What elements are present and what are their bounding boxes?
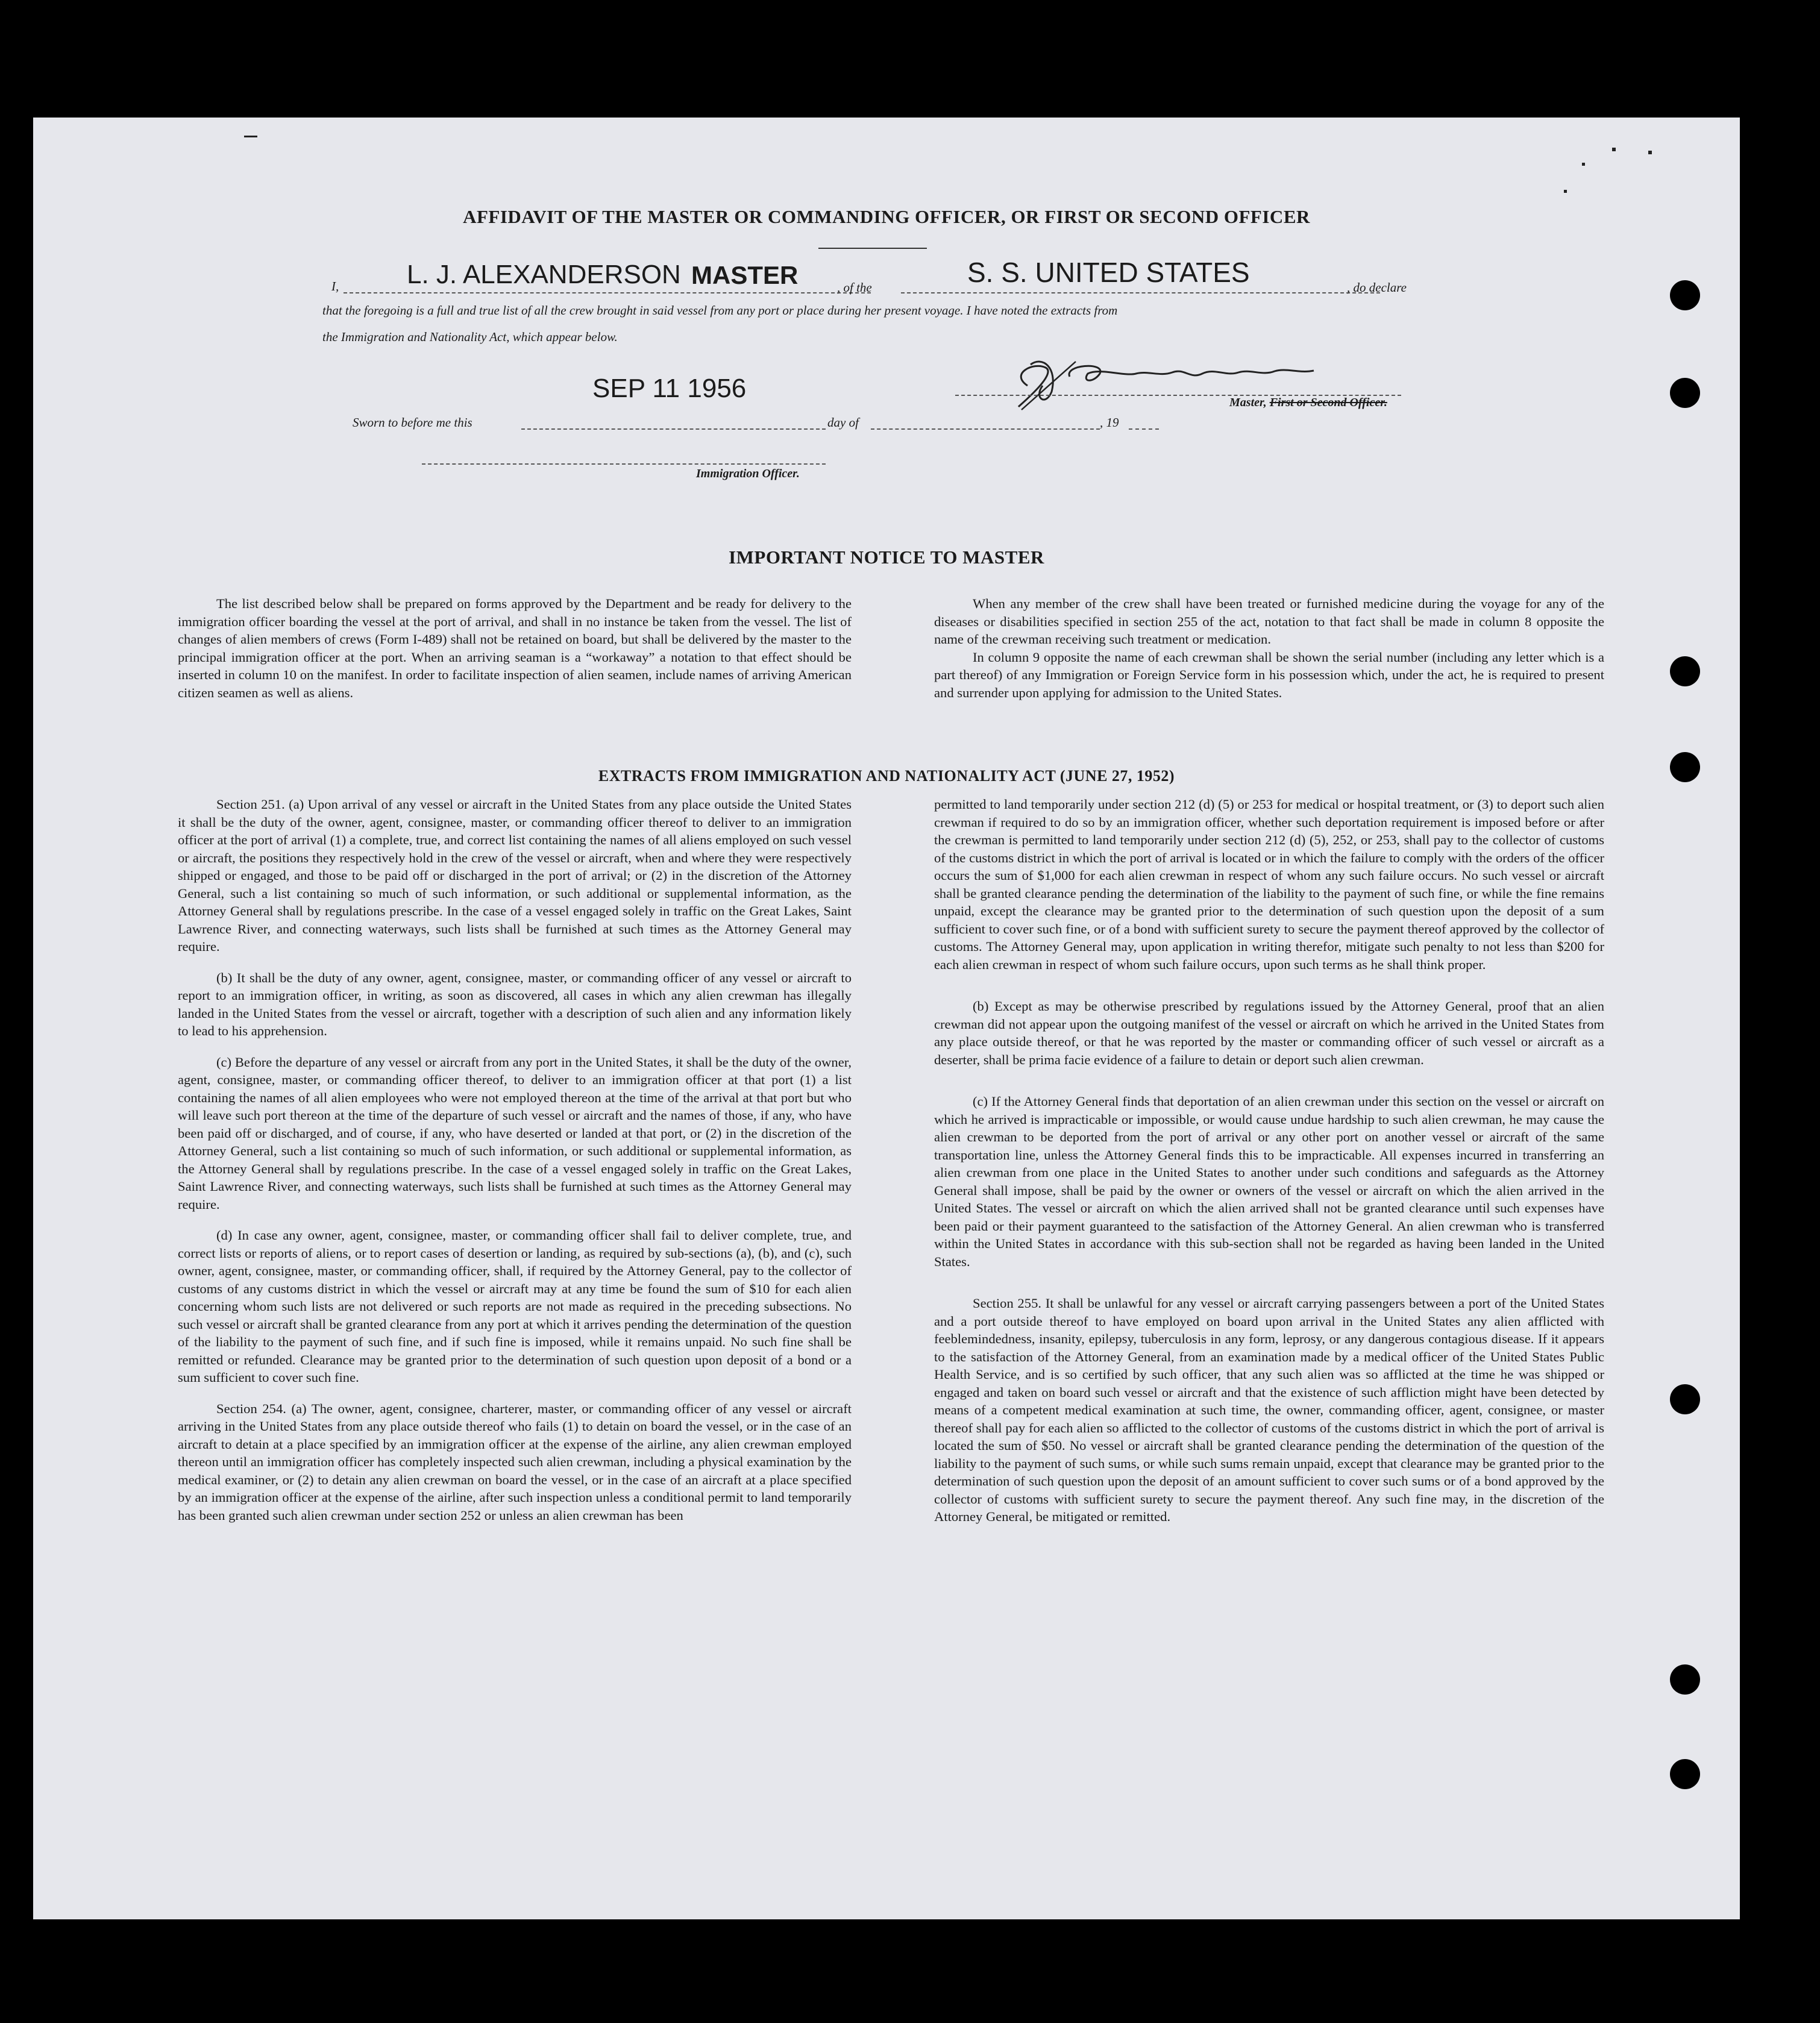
binder-hole xyxy=(1670,1664,1700,1695)
document-sheet xyxy=(33,118,1740,1919)
paper-speck xyxy=(1612,148,1616,151)
paper-speck xyxy=(244,136,257,137)
binder-hole xyxy=(1670,280,1700,310)
extracts-title: EXTRACTS FROM IMMIGRATION AND NATIONALITY ACT (JUNE 27, 1952) xyxy=(598,767,1175,785)
notice-left-paragraph: The list described below shall be prepared on forms approved by the Department and be ready for delivery to the immigration officer boarding the vessel at the port of arrival, and shall in no instance be taken from the vessel. The list of changes of alien members of crews (Form I-489) shall not be retained on board, but shall be delivered by the master to the principal immigration officer at the port. When an arriving seaman is a “workaway” a notation to that effect should be inserted in column 10 on the manifest. In order to facilitate inspection of alien seamen, include names of arriving American citizen seamen as well as aliens. xyxy=(178,596,852,700)
master-rank: MASTER xyxy=(691,261,799,289)
i-label: I, xyxy=(331,279,339,293)
section-254-b: (b) Except as may be otherwise prescribed by regulations issued by the Attorney General, proof that an alien crewman did not appear upon the outgoing manifest of the vessel or aircraft on which he arrived in the United States from any place outside thereof, or that he was reported by the master or commanding officer of such vessel or aircraft as a deserter, shall be prima facie evidence of a failure to detain or deport such alien crewman. xyxy=(934,999,1604,1067)
binder-hole xyxy=(1670,1384,1700,1414)
vessel-name: S. S. UNITED STATES xyxy=(967,257,1250,288)
sworn-label: Sworn to before me this xyxy=(353,415,472,430)
of-the-label: , of the xyxy=(837,280,872,295)
section-255: Section 255. It shall be unlawful for any vessel or aircraft carrying passengers between a port of the United States and a port outside thereof to have employed on board upon arrival in the United States any alien afflicted with feeblemindedness, insanity, epilepsy, tuberculosis in any form, leprosy, or any dangerous contagious disease. If it appears to the satisfaction of the Attorney General, from an examination made by a medical officer of the United States Public Health Service, and is so certified by such officer, that any such alien was so afflicted at the time he was shipped or engaged and taken on board such vessel or aircraft and that the existence of such affliction might have been detected by means of a competent medical examination at such time, the owner, commanding officer, agent, consignee, or master thereof shall pay for each alien so afflicted to the collector of customs of the customs district in which the port of arrival is located the sum of $50. No vessel or aircraft shall be granted clearance pending the determination of the question of the liability to the payment of such sums, or while such sums remain unpaid, except that clearance may be granted prior to the determination of such question upon the deposit of an amount sufficient to cover such sums or of a bond approved by the collector of customs with sufficient surety to secure the payment thereof. Any such fine may, in the discretion of the Attorney General, be mitigated or remitted. xyxy=(934,1296,1604,1524)
received-date-stamp: SEP 11 1956 xyxy=(592,374,747,403)
paper-speck xyxy=(1564,190,1567,193)
notice-title: IMPORTANT NOTICE TO MASTER xyxy=(729,547,1044,568)
year-line xyxy=(1129,428,1159,430)
section-254-c: (c) If the Attorney General finds that deportation of an alien crewman under this section on the vessel or aircraft on which he arrived is impracticable or impossible, or would cause undue hardship to such alien crewman, he may cause the alien crewman to be deported from the port of arrival or any other port on another vessel or aircraft of the same transportation line, unless the Attorney General finds this to be impracticable. All expenses incurred in transferring an alien crewman from one place in the United States to another under such conditions and safeguards as the Attorney General shall impose, shall be paid by the owner or owners of the vessel or aircraft on which the alien arrived in the United States. The vessel or aircraft on which the alien arrived shall not be granted clearance until such expenses have been paid or their payment guaranteed to the satisfaction of the Attorney General. An alien crewman who is transferred within the United States in accordance with this sub-section shall not be regarded as having been landed in the United States. xyxy=(934,1094,1604,1269)
name-line xyxy=(344,292,871,293)
section-254-a: Section 254. (a) The owner, agent, consignee, charterer, master, or commanding officer of any vessel or aircraft arriving in the United States from any place outside thereof who fails (1) to detain on board the vessel, or in the case of an aircraft to detain at a place specified by an immigration officer at the expense of the airline, any alien crewman employed thereon until an immigration officer has completely inspected such alien crewman, including a physical examination by the medical examiner, or (2) to detain any alien crewman on board the vessel, or in the case of an aircraft at a place specified by an immigration officer at the expense of the airline, after such inspection unless a conditional permit to land temporarily has been granted such alien crewman under section 252 or unless an alien crewman has been xyxy=(178,1400,852,1523)
title-rule xyxy=(818,248,927,249)
binder-hole xyxy=(1670,1759,1700,1789)
declaration-line-1: that the foregoing is a full and true list of all the crew brought in said vessel from any port or place during her present voyage. I have noted the extracts from xyxy=(322,303,1118,318)
section-251-b: (b) It shall be the duty of any owner, agent, consignee, master, or commanding officer of any vessel or aircraft to report to an immigration officer, in writing, as soon as discovered, all cases in which any alien crewman has illegally landed in the United States from the vessel or aircraft, together with a description of such alien and any information likely to lead to his apprehension. xyxy=(178,970,852,1038)
master-name: L. J. ALEXANDERSON xyxy=(407,260,681,289)
notice-right-paragraph-2: In column 9 opposite the name of each crewman shall be shown the serial number (including any letter which is a part thereof) of any Immigration or Foreign Service form in his possession which, under the act, he is required to present and surrender upon applying for admission to the United States. xyxy=(934,649,1604,700)
sworn-day-line xyxy=(521,428,826,430)
declaration-line-2: the Immigration and Nationality Act, which appear below. xyxy=(322,330,618,344)
section-251-d: (d) In case any owner, agent, consignee, master, or commanding officer shall fail to deliver complete, true, and correct lists or reports of aliens, or to report cases of desertion or landing, as required by sub-sections (a), (b), and (c), such owner, agent, consignee, master, or commanding officer, shall, if required by the Attorney General, pay to the collector of customs of any customs district in which the vessel or aircraft may at any time be found the sum of $10 for each alien concerning whom such lists are not delivered or such reports are not made as required in the preceding subsections. No such vessel or aircraft shall be granted clearance from any port at which it arrives pending the determination of the question of the liability to the payment of such fine, and if such fine is imposed, while it remains unpaid. No such fine shall be remitted or refunded. Clearance may be granted prior to the determination of such question upon deposit of a bond or a sum sufficient to cover such fine. xyxy=(178,1228,852,1385)
immigration-officer-line xyxy=(422,463,826,465)
master-caption-a: Master, xyxy=(1229,396,1267,409)
immigration-officer-caption: Immigration Officer. xyxy=(696,467,800,480)
extracts-right-column xyxy=(934,795,1604,1526)
binder-hole xyxy=(1670,378,1700,408)
vessel-line xyxy=(901,292,1380,293)
master-caption xyxy=(1229,396,1387,410)
section-251-a: Section 251. (a) Upon arrival of any vessel or aircraft in the United States from any place outside the United States it shall be the duty of the owner, agent, consignee, master, or commanding officer thereof to deliver to an immigration officer at the port of arrival (1) a complete, true, and correct list containing the names of all aliens employed on such vessel or aircraft, the positions they respectively hold in the crew of the vessel or aircraft, when and where they were respectively shipped or engaged, and those to be paid off or discharged in the port of arrival; or (2) in the discretion of the Attorney General, such a list containing so much of such information, or such additional or supplemental information, as the Attorney General shall by regulations prescribe. In the case of a vessel engaged solely in traffic on the Great Lakes, Saint Lawrence River, and connecting waterways, such lists shall be furnished at such times as the Attorney General may require. xyxy=(178,797,852,954)
sworn-month-line xyxy=(871,428,1100,430)
notice-left-column xyxy=(178,595,852,701)
do-declare-label: , do declare xyxy=(1347,280,1407,295)
binder-hole xyxy=(1670,656,1700,686)
section-254-a-continued: permitted to land temporarily under section 212 (d) (5) or 253 for medical or hospital treatment, or (3) to deport such alien crewman if required to do so by an immigration officer, whether such deportation requirement is imposed before or after the crewman is permitted to land temporarily under section 212 (d) (5), 252, or 253, shall pay to the collector of customs of the customs district in which the port of arrival is located or in which the failure to comply with the orders of the officer occurs the sum of $1,000 for each alien crewman in respect of whom any such failure occurs. No such vessel or aircraft shall be granted clearance pending the determination of the liability to the payment of such fine, or while the fine remains unpaid, except the clearance may be granted prior to the determination of such question upon the deposit of a sum sufficient to cover such fine, or of a bond with sufficient surety to secure the payment thereof approved by the collector of customs. The Attorney General may, upon application in writing therefor, mitigate such penalty to not less than $200 for each alien crewman in respect of whom such failure occurs, upon such terms as he shall think proper. xyxy=(934,797,1604,972)
affidavit-title: AFFIDAVIT OF THE MASTER OR COMMANDING OFFICER, OR FIRST OR SECOND OFFICER xyxy=(463,206,1310,227)
notice-right-column xyxy=(934,595,1604,701)
notice-right-paragraph-1: When any member of the crew shall have been treated or furnished medicine during the voyage for any of the diseases or disabilities specified in section 255 of the act, notation to that fact shall be made in column 8 opposite the name of the crewman receiving such treatment or medication. xyxy=(934,596,1604,647)
master-caption-b: First or Second Officer. xyxy=(1269,396,1387,409)
year-prefix: , 19 xyxy=(1100,415,1119,430)
paper-speck xyxy=(1648,151,1652,154)
day-of-label: day of xyxy=(827,415,859,430)
section-251-c: (c) Before the departure of any vessel or aircraft from any port in the United States, it shall be the duty of the owner, agent, consignee, master, or commanding officer thereof, to deliver to an immigration officer at that port (1) a list containing the names of all alien employees who were not employed thereon at the time of the arrival at that port but who will leave such port thereon at the time of the departure of such vessel or aircraft and the names of those, if any, who have been paid off or discharged, and of course, if any, who have deserted or landed at that port, or (2) in the discretion of the Attorney General, such a list containing so much of such information, or such additional or supplemental information, as the Attorney General shall by regulations prescribe. In the case of a vessel engaged solely in traffic on the Great Lakes, Saint Lawrence River, and connecting waterways, such lists shall be furnished at such times as the Attorney General may require. xyxy=(178,1054,852,1212)
extracts-left-column xyxy=(178,795,852,1524)
paper-speck xyxy=(1582,163,1585,166)
